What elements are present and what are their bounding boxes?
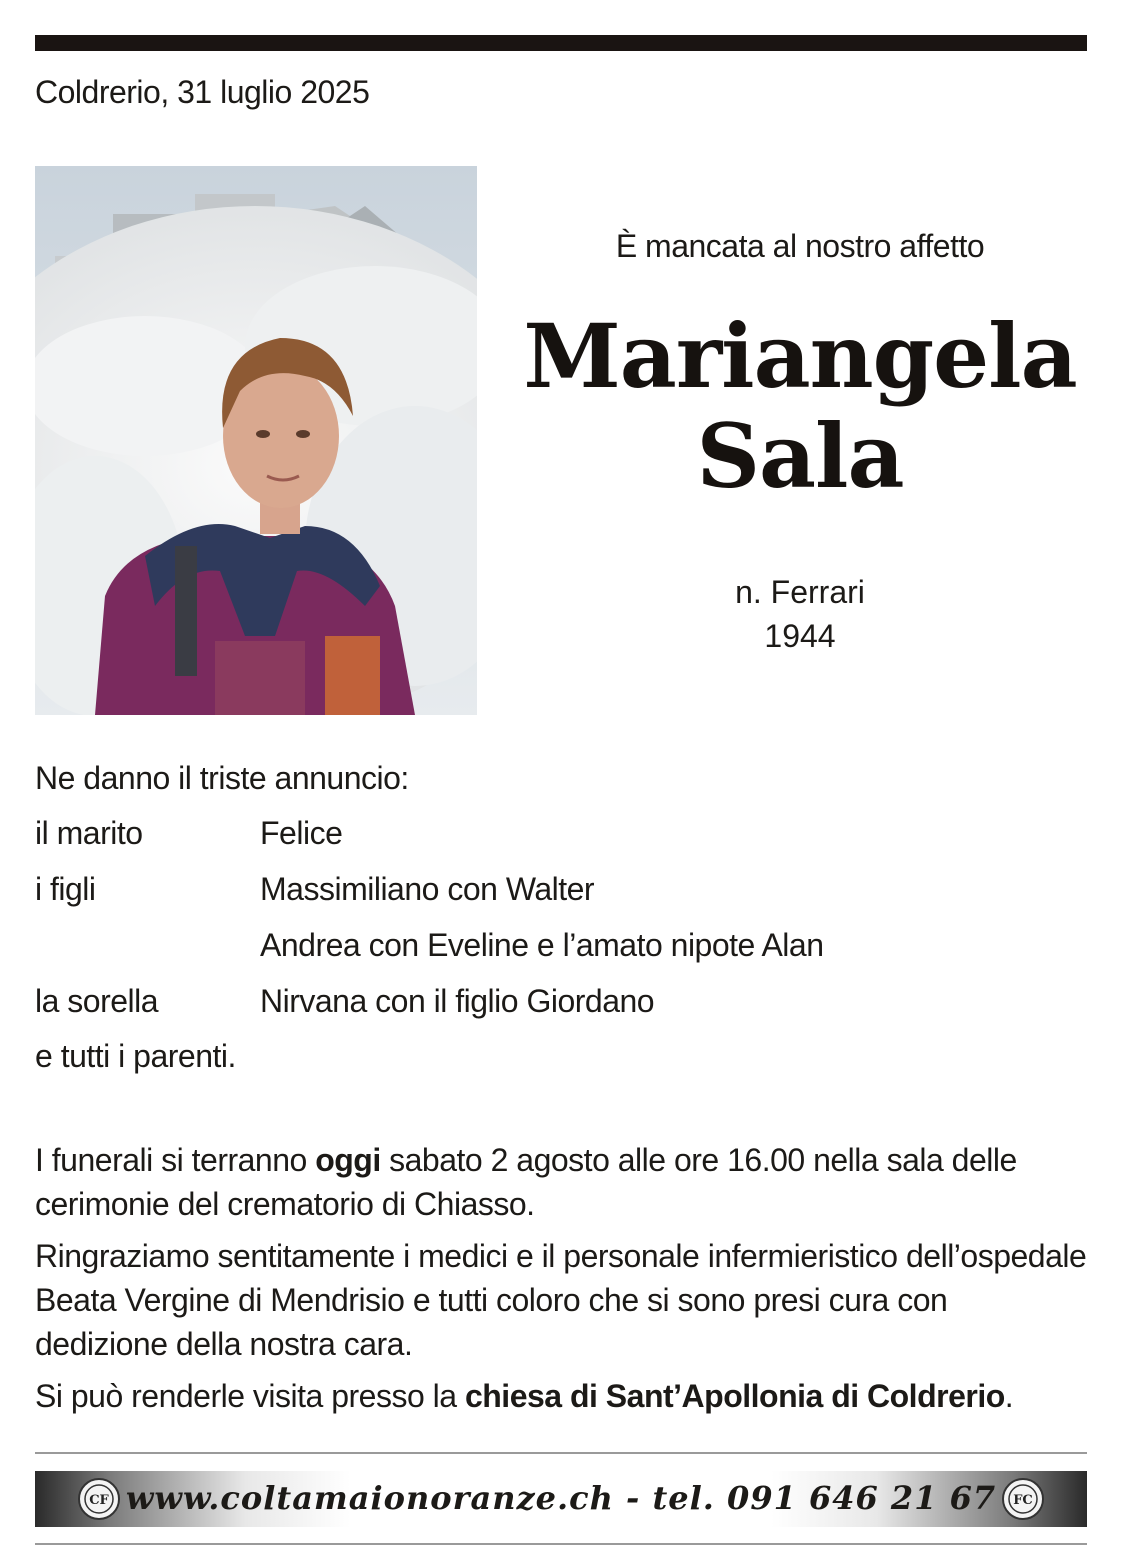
last-name: Sala xyxy=(696,404,904,508)
contact-line: www.coltamaionoranze.ch - tel. 091 646 21 67 xyxy=(125,1479,997,1517)
visit-place: chiesa di Sant’Apollonia di Coldrerio xyxy=(464,1378,1005,1414)
funeral-home-seal-icon xyxy=(1001,1477,1045,1521)
deceased-name xyxy=(500,306,1100,506)
relative-names: Nirvana con il figlio Giordano xyxy=(260,983,655,1019)
maiden-and-year xyxy=(520,570,1080,658)
funeral-paragraph xyxy=(35,1138,1087,1226)
relative-role: la sorella xyxy=(35,983,159,1019)
thanks-paragraph: Ringraziamo sentitamente i medici e il personale infermieristico dell’ospedale Beata Vergine di Mendrisio e tutti coloro che si sono presi cura con dedizione della nostra cara. xyxy=(35,1238,1087,1362)
footer-divider-top xyxy=(35,1452,1087,1454)
svg-text:CF: CF xyxy=(89,1493,109,1508)
visit-text: Si può renderle visita presso la xyxy=(35,1378,465,1414)
relative-names: Felice xyxy=(260,815,343,851)
first-name: Mariangela xyxy=(523,304,1077,408)
visit-text: . xyxy=(1004,1378,1014,1414)
intro-line: È mancata al nostro affetto xyxy=(615,228,985,264)
announcement-heading: Ne danno il triste annuncio: xyxy=(35,760,409,796)
relative-names: Massimiliano con Walter xyxy=(260,871,595,907)
birth-year: 1944 xyxy=(764,618,836,654)
footer-banner xyxy=(35,1471,1087,1527)
portrait-photo xyxy=(35,166,477,715)
svg-text:FC: FC xyxy=(1013,1493,1033,1508)
funeral-text: I funerali si terranno xyxy=(35,1142,316,1178)
top-rule xyxy=(35,35,1087,51)
maiden-name: n. Ferrari xyxy=(735,574,865,610)
relative-role: il marito xyxy=(35,815,143,851)
funeral-text: sabato 2 agosto alle ore 16.00 nella sala delle cerimonie del crematorio di Chiasso. xyxy=(35,1142,1017,1222)
relatives-closing: e tutti i parenti. xyxy=(35,1038,236,1074)
funeral-details xyxy=(35,1138,1087,1426)
place-date: Coldrerio, 31 luglio 2025 xyxy=(35,74,370,110)
footer-divider-bottom xyxy=(35,1543,1087,1545)
funeral-day: oggi xyxy=(315,1142,381,1178)
visit-paragraph xyxy=(35,1374,1087,1418)
relative-role: i figli xyxy=(35,871,96,907)
relative-names: Andrea con Eveline e l’amato nipote Alan xyxy=(260,927,824,963)
